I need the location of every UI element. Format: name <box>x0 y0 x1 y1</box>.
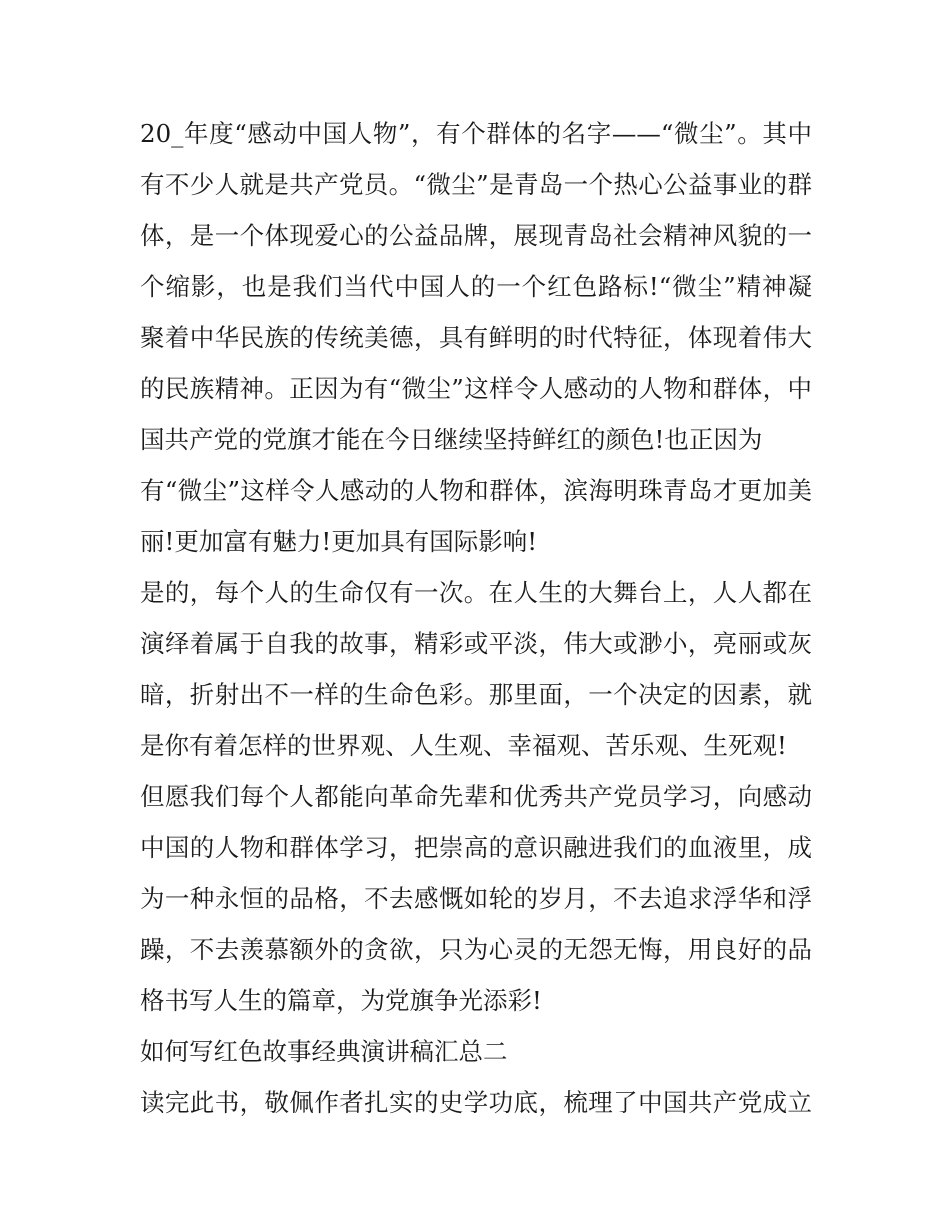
text-line: 个缩影，也是我们当代中国人的一个红色路标!“微尘”精神凝 <box>140 272 812 301</box>
text-line: 演绎着属于自我的故事，精彩或平淡，伟大或渺小，亮丽或灰 <box>140 629 812 658</box>
text-line: 但愿我们每个人都能向革命先辈和优秀共产党员学习，向感动 <box>140 782 812 811</box>
document-body <box>140 108 812 1128</box>
text-line: 躁，不去羡慕额外的贪欲，只为心灵的无怨无悔，用良好的品 <box>140 935 812 964</box>
text-line: 暗，折射出不一样的生命色彩。那里面，一个决定的因素，就 <box>140 680 812 709</box>
text-line: 读完此书，敬佩作者扎实的史学功底，梳理了中国共产党成立 <box>140 1088 812 1117</box>
text-line: 丽!更加富有魅力!更加具有国际影响! <box>140 527 538 556</box>
text-line: 格书写人生的篇章，为党旗争光添彩! <box>140 986 542 1015</box>
section-heading: 如何写红色故事经典演讲稿汇总二 <box>140 1037 508 1066</box>
text-line: 是的，每个人的生命仅有一次。在人生的大舞台上，人人都在 <box>140 578 812 607</box>
text-line: 有不少人就是共产党员。“微尘”是青岛一个热心公益事业的群 <box>140 170 812 199</box>
text-line: 中国的人物和群体学习，把崇高的意识融进我们的血液里，成 <box>140 833 812 862</box>
text-line: 有“微尘”这样令人感动的人物和群体，滨海明珠青岛才更加美 <box>140 476 812 505</box>
text-line: 的民族精神。正因为有“微尘”这样令人感动的人物和群体，中 <box>140 374 812 403</box>
text-line: 20_年度“感动中国人物”，有个群体的名字——“微尘”。其中 <box>140 119 812 148</box>
text-line: 国共产党的党旗才能在今日继续坚持鲜红的颜色!也正因为 <box>140 425 763 454</box>
text-line: 为一种永恒的品格，不去感慨如轮的岁月，不去追求浮华和浮 <box>140 884 812 913</box>
text-line: 聚着中华民族的传统美德，具有鲜明的时代特征，体现着伟大 <box>140 323 812 352</box>
text-line: 体，是一个体现爱心的公益品牌，展现青岛社会精神风貌的一 <box>140 221 812 250</box>
text-line: 是你有着怎样的世界观、人生观、幸福观、苦乐观、生死观! <box>140 731 787 760</box>
